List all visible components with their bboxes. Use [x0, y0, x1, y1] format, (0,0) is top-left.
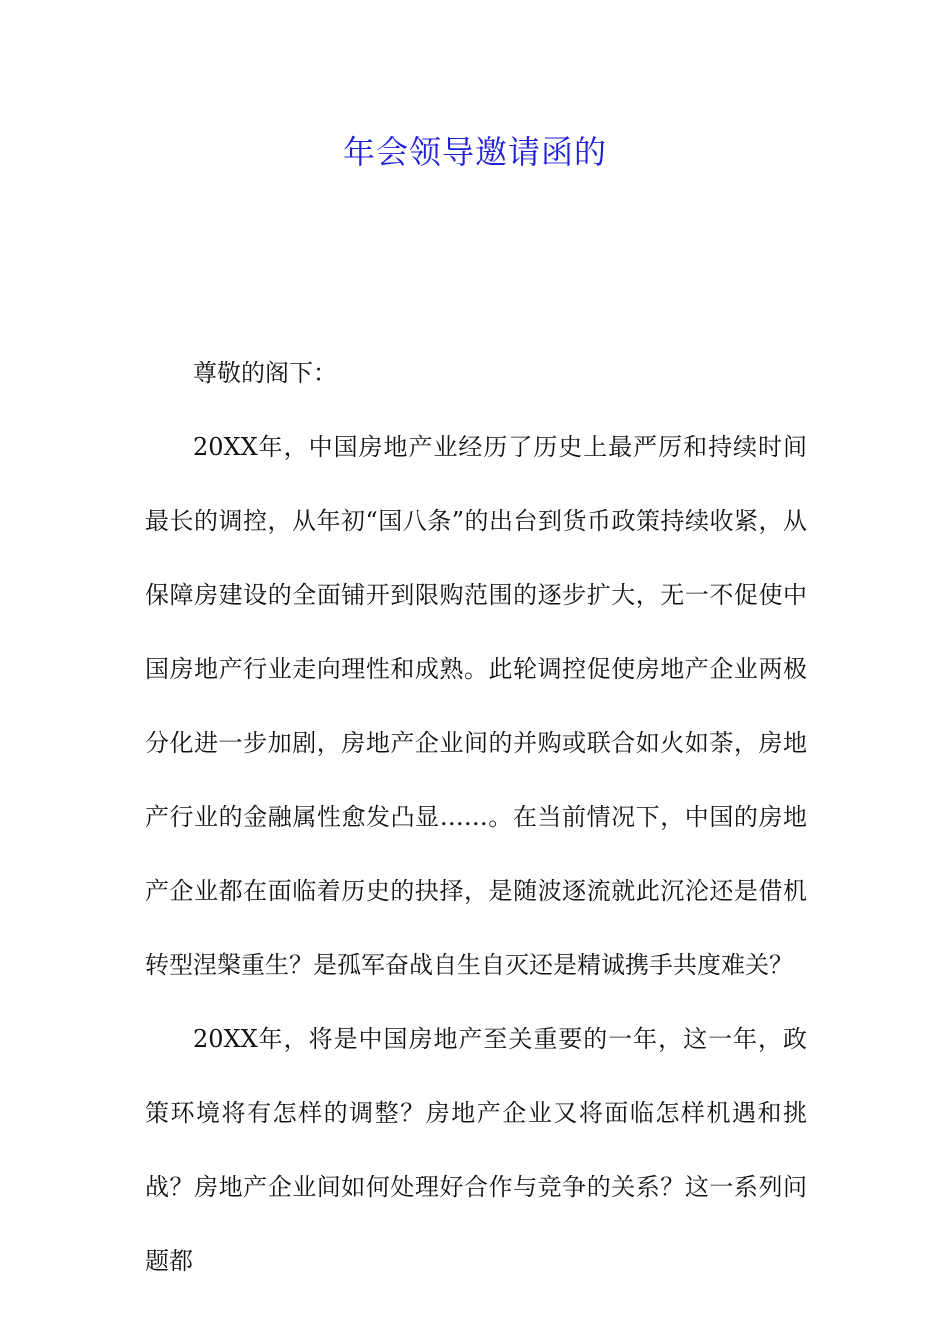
document-title: 年会领导邀请函的 [342, 133, 607, 171]
salutation: 尊敬的阁下： [193, 359, 337, 387]
paragraph-2: 20XX年，将是中国房地产至关重要的一年，这一年，政策环境将有怎样的调整？房地产企业又将面临怎样机遇和挑战？房地产企业间如何处理好合作与竞争的关系？这一系列问题都 [145, 1025, 807, 1275]
document-body [145, 336, 807, 1298]
paragraph-1: 20XX年，中国房地产业经历了历史上最严厉和持续时间最长的调控，从年初“国八条”的出台到货币政策持续收紧，从保障房建设的全面铺开到限购范围的逐步扩大，无一不促使中国房地产行业走向理性和成熟。此轮调控促使房地产企业两极分化进一步加剧，房地产企业间的并购或联合如火如荼，房地产行业的金融属性愈发凸显……。在当前情况下，中国的房地产企业都在面临着历史的抉择，是随波逐流就此沉沦还是借机转型涅槃重生？是孤军奋战自生自灭还是精诚携手共度难关？ [145, 433, 807, 979]
